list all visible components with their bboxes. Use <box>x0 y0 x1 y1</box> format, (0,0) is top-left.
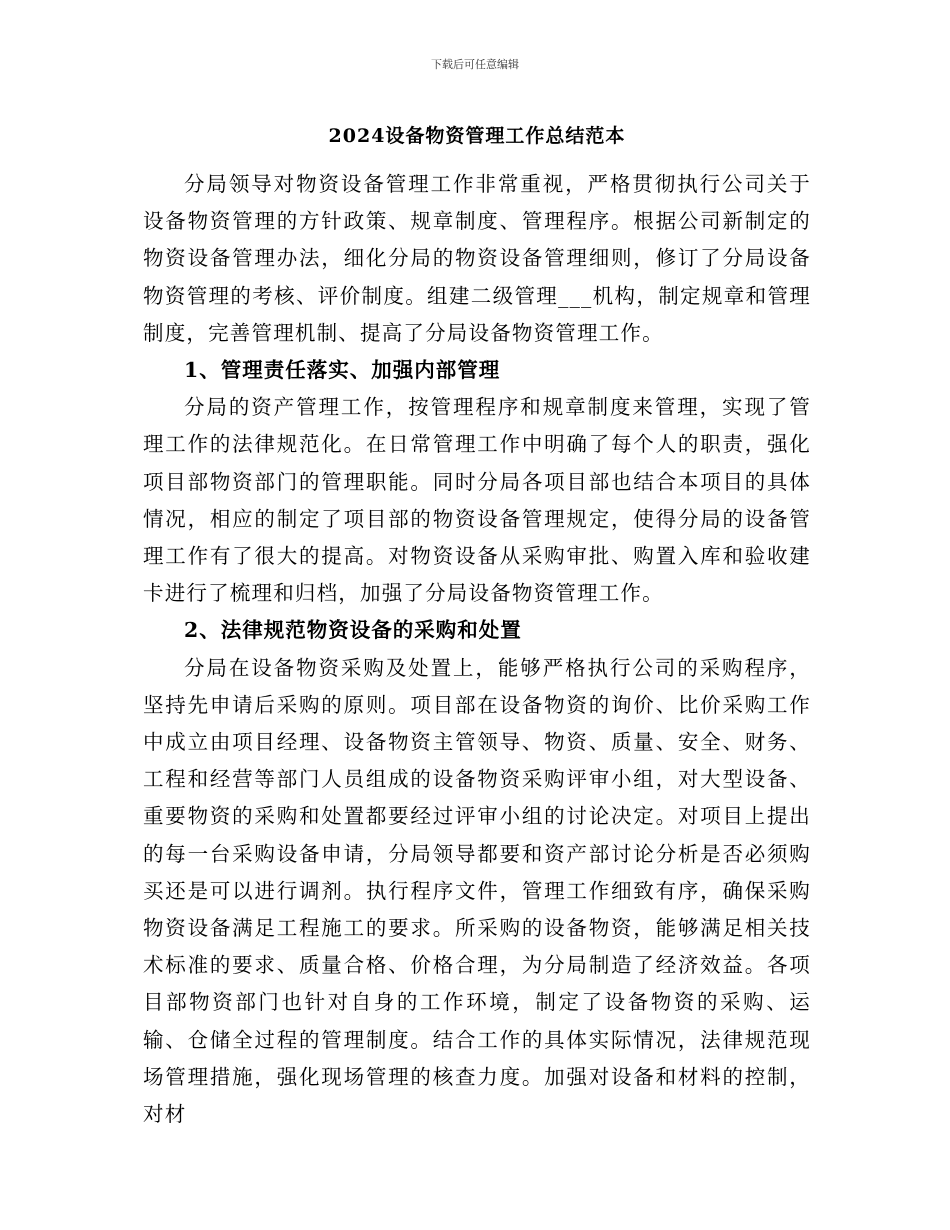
header-note: 下载后可任意编辑 <box>431 58 519 71</box>
document-content <box>143 116 811 1133</box>
document-title: 2024设备物资管理工作总结范本 <box>328 125 626 147</box>
intro-paragraph: 分局领导对物资设备管理工作非常重视，严格贯彻执行公司关于设备物资管理的方针政策、规章制度、管理程序。根据公司新制定的物资设备管理办法，细化分局的物资设备管理细则，修订了分局设备物资管理的考核、评价制度。组建二级管理___机构，制定规章和管理制度，完善管理机制、提高了分局设备物资管理工作。 <box>143 172 811 345</box>
section-2-body: 分局在设备物资采购及处置上，能够严格执行公司的采购程序，坚持先申请后采购的原则。项目部在设备物资的询价、比价采购工作中成立由项目经理、设备物资主管领导、物资、质量、安全、财务、工程和经营等部门人员组成的设备物资采购评审小组，对大型设备、重要物资的采购和处置都要经过评审小组的讨论决定。对项目上提出的每一台采购设备申请，分局领导都要和资产部讨论分析是否必须购买还是可以进行调剂。执行程序文件，管理工作细致有序，确保采购物资设备满足工程施工的要求。所采购的设备物资，能够满足相关技术标准的要求、质量合格、价格合理，为分局制造了经济效益。各项目部物资部门也针对自身的工作环境，制定了设备物资的采购、运输、仓储全过程的管理制度。结合工作的具体实际情况，法律规范现场管理措施，强化现场管理的核查力度。加强对设备和材料的控制，对材 <box>143 655 811 1127</box>
section-1-heading: 1、管理责任落实、加强内部管理 <box>184 358 501 383</box>
section-1-body: 分局的资产管理工作，按管理程序和规章制度来管理，实现了管理工作的法律规范化。在日常管理工作中明确了每个人的职责，强化项目部物资部门的管理职能。同时分局各项目部也结合本项目的具体情况，相应的制定了项目部的物资设备管理规定，使得分局的设备管理工作有了很大的提高。对物资设备从采购审批、购置入库和验收建卡进行了梳理和归档，加强了分局设备物资管理工作。 <box>143 395 811 606</box>
section-2-heading: 2、法律规范物资设备的采购和处置 <box>184 618 522 643</box>
